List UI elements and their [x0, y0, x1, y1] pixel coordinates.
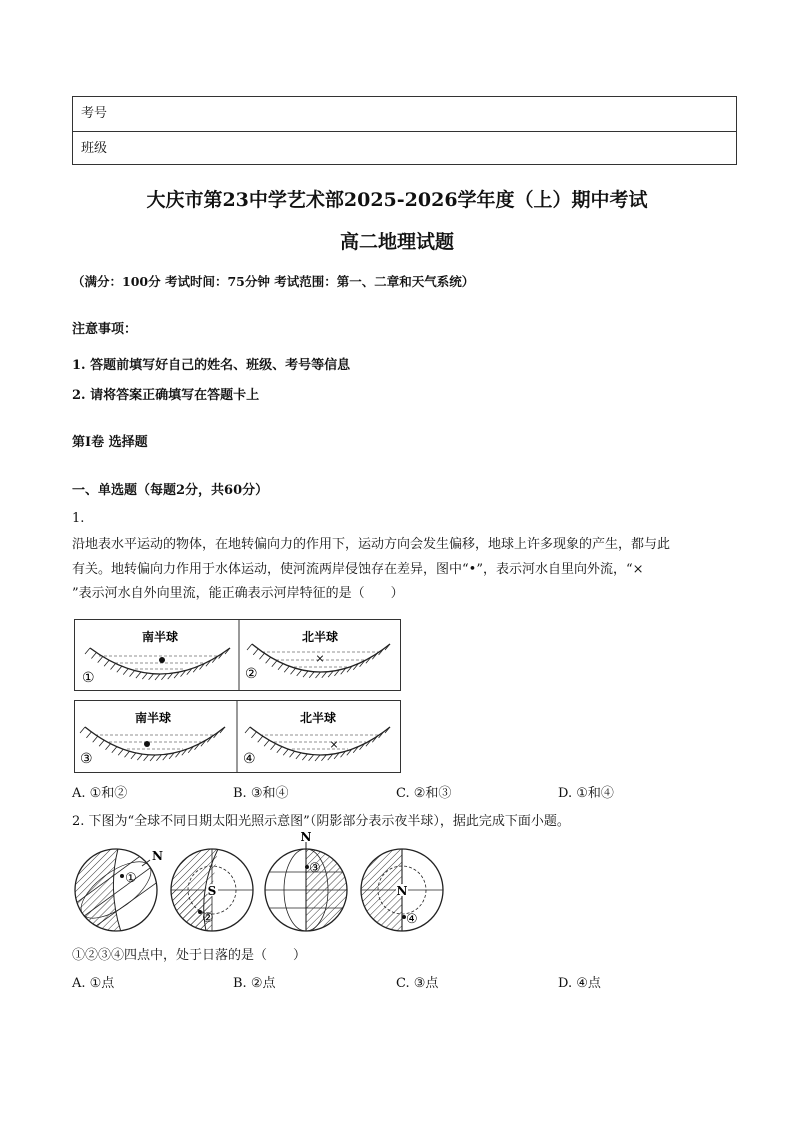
- info-table: [72, 96, 737, 165]
- panel-4-num: ④: [243, 751, 256, 767]
- q1-number: 1.: [72, 511, 85, 526]
- q2-option-c[interactable]: C. ③点: [396, 976, 439, 991]
- river-panel-4: [243, 710, 390, 767]
- river-panel-3: [80, 710, 225, 767]
- q1-stem: [72, 533, 737, 607]
- globe-1: [66, 830, 166, 940]
- q1-option-b[interactable]: B. ③和④: [233, 786, 289, 801]
- panel-3-label: 南半球: [134, 711, 172, 725]
- flow-in-cross-icon: ×: [329, 738, 339, 751]
- exam-number-field[interactable]: [73, 97, 736, 131]
- river-figure-bottom-svg: [75, 701, 400, 772]
- q1-stem-line-2: 有关。地转偏向力作用于水体运动，使河流两岸侵蚀存在差异，图中“•”，表示河水自里向外流，“×: [72, 561, 644, 577]
- panel-3-num: ③: [80, 751, 93, 767]
- flow-in-cross-icon: ×: [315, 652, 325, 665]
- globe-4-point: ④: [406, 912, 418, 927]
- globe-3-point: ③: [309, 861, 321, 876]
- section-heading: 一、单选题（每题2分，共60分）: [72, 483, 269, 498]
- flow-out-dot-icon: [144, 741, 150, 747]
- exam-subtitle: 高二地理试题: [339, 231, 454, 253]
- q2-option-d[interactable]: D. ④点: [558, 976, 601, 991]
- panel-4-label: 北半球: [299, 711, 337, 725]
- note-item-2: 2. 请将答案正确填写在答题卡上: [72, 388, 260, 403]
- panel-1-num: ①: [82, 670, 95, 686]
- notes-heading: 注意事项：: [72, 322, 138, 337]
- globe-3-pole: N: [300, 830, 312, 844]
- q2-stem: 2. 下图为“全球不同日期太阳光照示意图”（阴影部分表示夜半球），据此完成下面小题。: [72, 814, 570, 829]
- point-1-icon: [120, 874, 124, 878]
- globe-1-point: ①: [125, 871, 137, 886]
- q1-option-c[interactable]: C. ②和③: [396, 786, 452, 801]
- flow-out-dot-icon: [159, 657, 165, 663]
- q2-option-a[interactable]: A. ①点: [72, 976, 115, 991]
- part-heading: 第I卷 选择题: [72, 435, 148, 450]
- q1-stem-line-3: ”表示河水自外向里流，能正确表示河岸特征的是（ ）: [72, 586, 404, 601]
- globe-3: [265, 830, 351, 940]
- exam-title: 大庆市第23中学艺术部2025-2026学年度（上）期中考试: [146, 189, 648, 211]
- globe-4: [356, 845, 443, 940]
- globe-2-pole: S: [207, 884, 217, 898]
- exam-number-label: 考号: [81, 106, 108, 121]
- river-panel-2: [245, 629, 390, 682]
- globe-2: [162, 849, 253, 940]
- globe-4-pole: N: [396, 884, 408, 898]
- panel-2-label: 北半球: [301, 630, 339, 644]
- river-figure-bottom: [74, 700, 401, 773]
- q2-sub-question: ①②③④四点中，处于日落的是（ ）: [72, 948, 307, 963]
- sunlight-globes-figure: [66, 830, 456, 940]
- globe-1-pole: N: [152, 849, 163, 863]
- globe-2-point: ②: [202, 911, 214, 926]
- q1-option-d[interactable]: D. ①和④: [558, 786, 614, 801]
- q1-stem-line-1: 沿地表水平运动的物体，在地转偏向力的作用下，运动方向会发生偏移，地球上许多现象的产生，都与此: [72, 537, 671, 552]
- river-figure-top: [74, 619, 401, 691]
- q1-option-a[interactable]: A. ①和②: [72, 786, 128, 801]
- class-field[interactable]: [73, 131, 736, 165]
- river-figure-top-svg: [75, 620, 400, 690]
- note-item-1: 1. 答题前填写好自己的姓名、班级、考号等信息: [72, 358, 351, 373]
- exam-meta: （满分：100分 考试时间：75分钟 考试范围：第一、二章和天气系统）: [72, 274, 475, 289]
- panel-1-label: 南半球: [141, 630, 179, 644]
- river-panel-1: [82, 629, 230, 686]
- panel-2-num: ②: [245, 666, 258, 682]
- class-label: 班级: [81, 141, 108, 156]
- q2-option-b[interactable]: B. ②点: [233, 976, 276, 991]
